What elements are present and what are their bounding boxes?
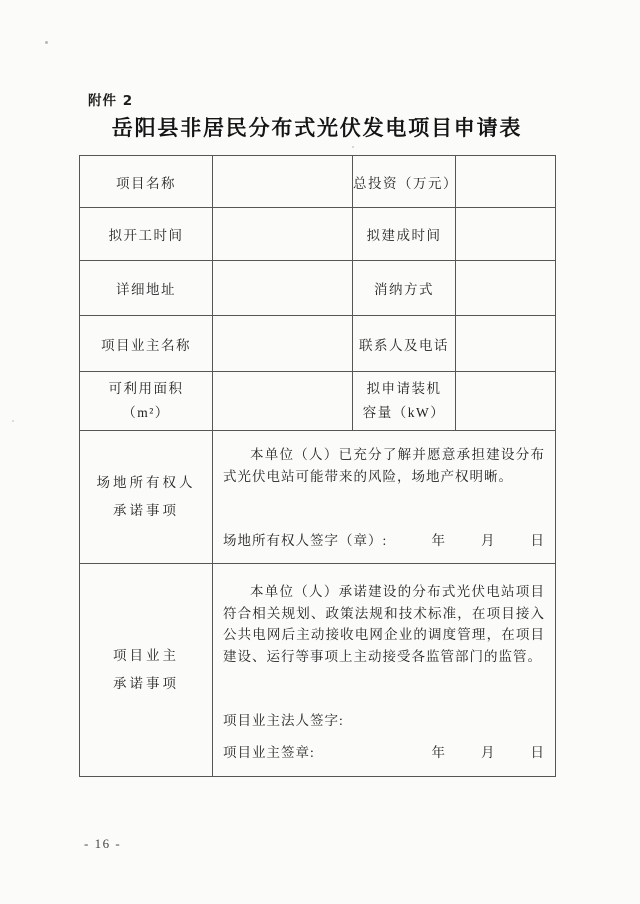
value-total-investment [456,156,556,208]
label-line: 场地所有权人 [96,475,196,490]
signature-line [223,711,545,731]
date-blanks [432,743,546,763]
signature-label: 项目业主签章: [223,745,315,760]
label-contact-person-phone: 联系人及电话 [353,316,456,372]
label-consumption-mode: 消纳方式 [353,261,456,316]
value-applied-capacity [456,372,556,431]
label-project-owner-commitment [80,564,213,777]
label-site-owner-commitment [80,431,213,564]
value-project-name [213,156,353,208]
table-row [80,372,556,431]
value-detailed-address [213,261,353,316]
value-project-owner-name [213,316,353,372]
label-detailed-address: 详细地址 [80,261,213,316]
signature-label: 项目业主法人签字: [223,713,344,728]
table-row [80,261,556,316]
value-planned-start-time [213,208,353,261]
value-consumption-mode [456,261,556,316]
table-row [80,564,556,777]
label-available-area [80,372,213,431]
commitment-paragraph: 本单位（人）承诺建设的分布式光伏电站项目符合相关规划、政策法规和技术标准，在项目接入公共电网后主动接收电网企业的调度管理，在项目建设、运行等事项上主动接受各监管部门的监管。 [223,584,545,664]
label-line: （m²） [122,405,170,420]
value-available-area [213,372,353,431]
scan-speck [352,146,354,148]
label-planned-completion-time: 拟建成时间 [353,208,456,261]
label-line: 拟申请装机 [366,381,442,396]
site-owner-commitment-content [213,431,556,564]
page-number: - 16 - [84,836,122,851]
table-row [80,208,556,261]
value-planned-completion-time [456,208,556,261]
table-row [80,431,556,564]
label-line: 容量（kW） [362,405,446,420]
signature-line [223,531,545,551]
year-label: 年 [431,533,446,548]
label-project-owner-name: 项目业主名称 [80,316,213,372]
application-form-table [79,155,556,777]
month-label: 月 [481,533,496,548]
table-row [80,316,556,372]
label-line: 承诺事项 [113,676,179,691]
project-owner-commitment-content [213,564,556,777]
day-label: 日 [530,745,545,760]
date-blanks [432,531,546,551]
scan-speck [45,41,48,44]
label-project-name: 项目名称 [80,156,213,208]
label-line: 项目业主 [113,648,179,663]
signature-line [223,743,545,763]
scan-speck [12,420,14,422]
day-label: 日 [530,533,545,548]
label-total-investment: 总投资（万元） [353,156,456,208]
attachment-label: 附件 2 [88,93,134,109]
signature-label: 场地所有权人签字（章）: [223,533,388,548]
label-planned-start-time: 拟开工时间 [80,208,213,261]
year-label: 年 [431,745,446,760]
label-line: 承诺事项 [113,503,179,518]
table-row [80,156,556,208]
month-label: 月 [481,745,496,760]
commitment-paragraph: 本单位（人）已充分了解并愿意承担建设分布式光伏电站可能带来的风险，场地产权明晰。 [223,447,545,484]
value-contact-person-phone [456,316,556,372]
label-applied-capacity [353,372,456,431]
label-line: 可利用面积 [108,381,184,396]
page-title: 岳阳县非居民分布式光伏发电项目申请表 [111,116,523,140]
